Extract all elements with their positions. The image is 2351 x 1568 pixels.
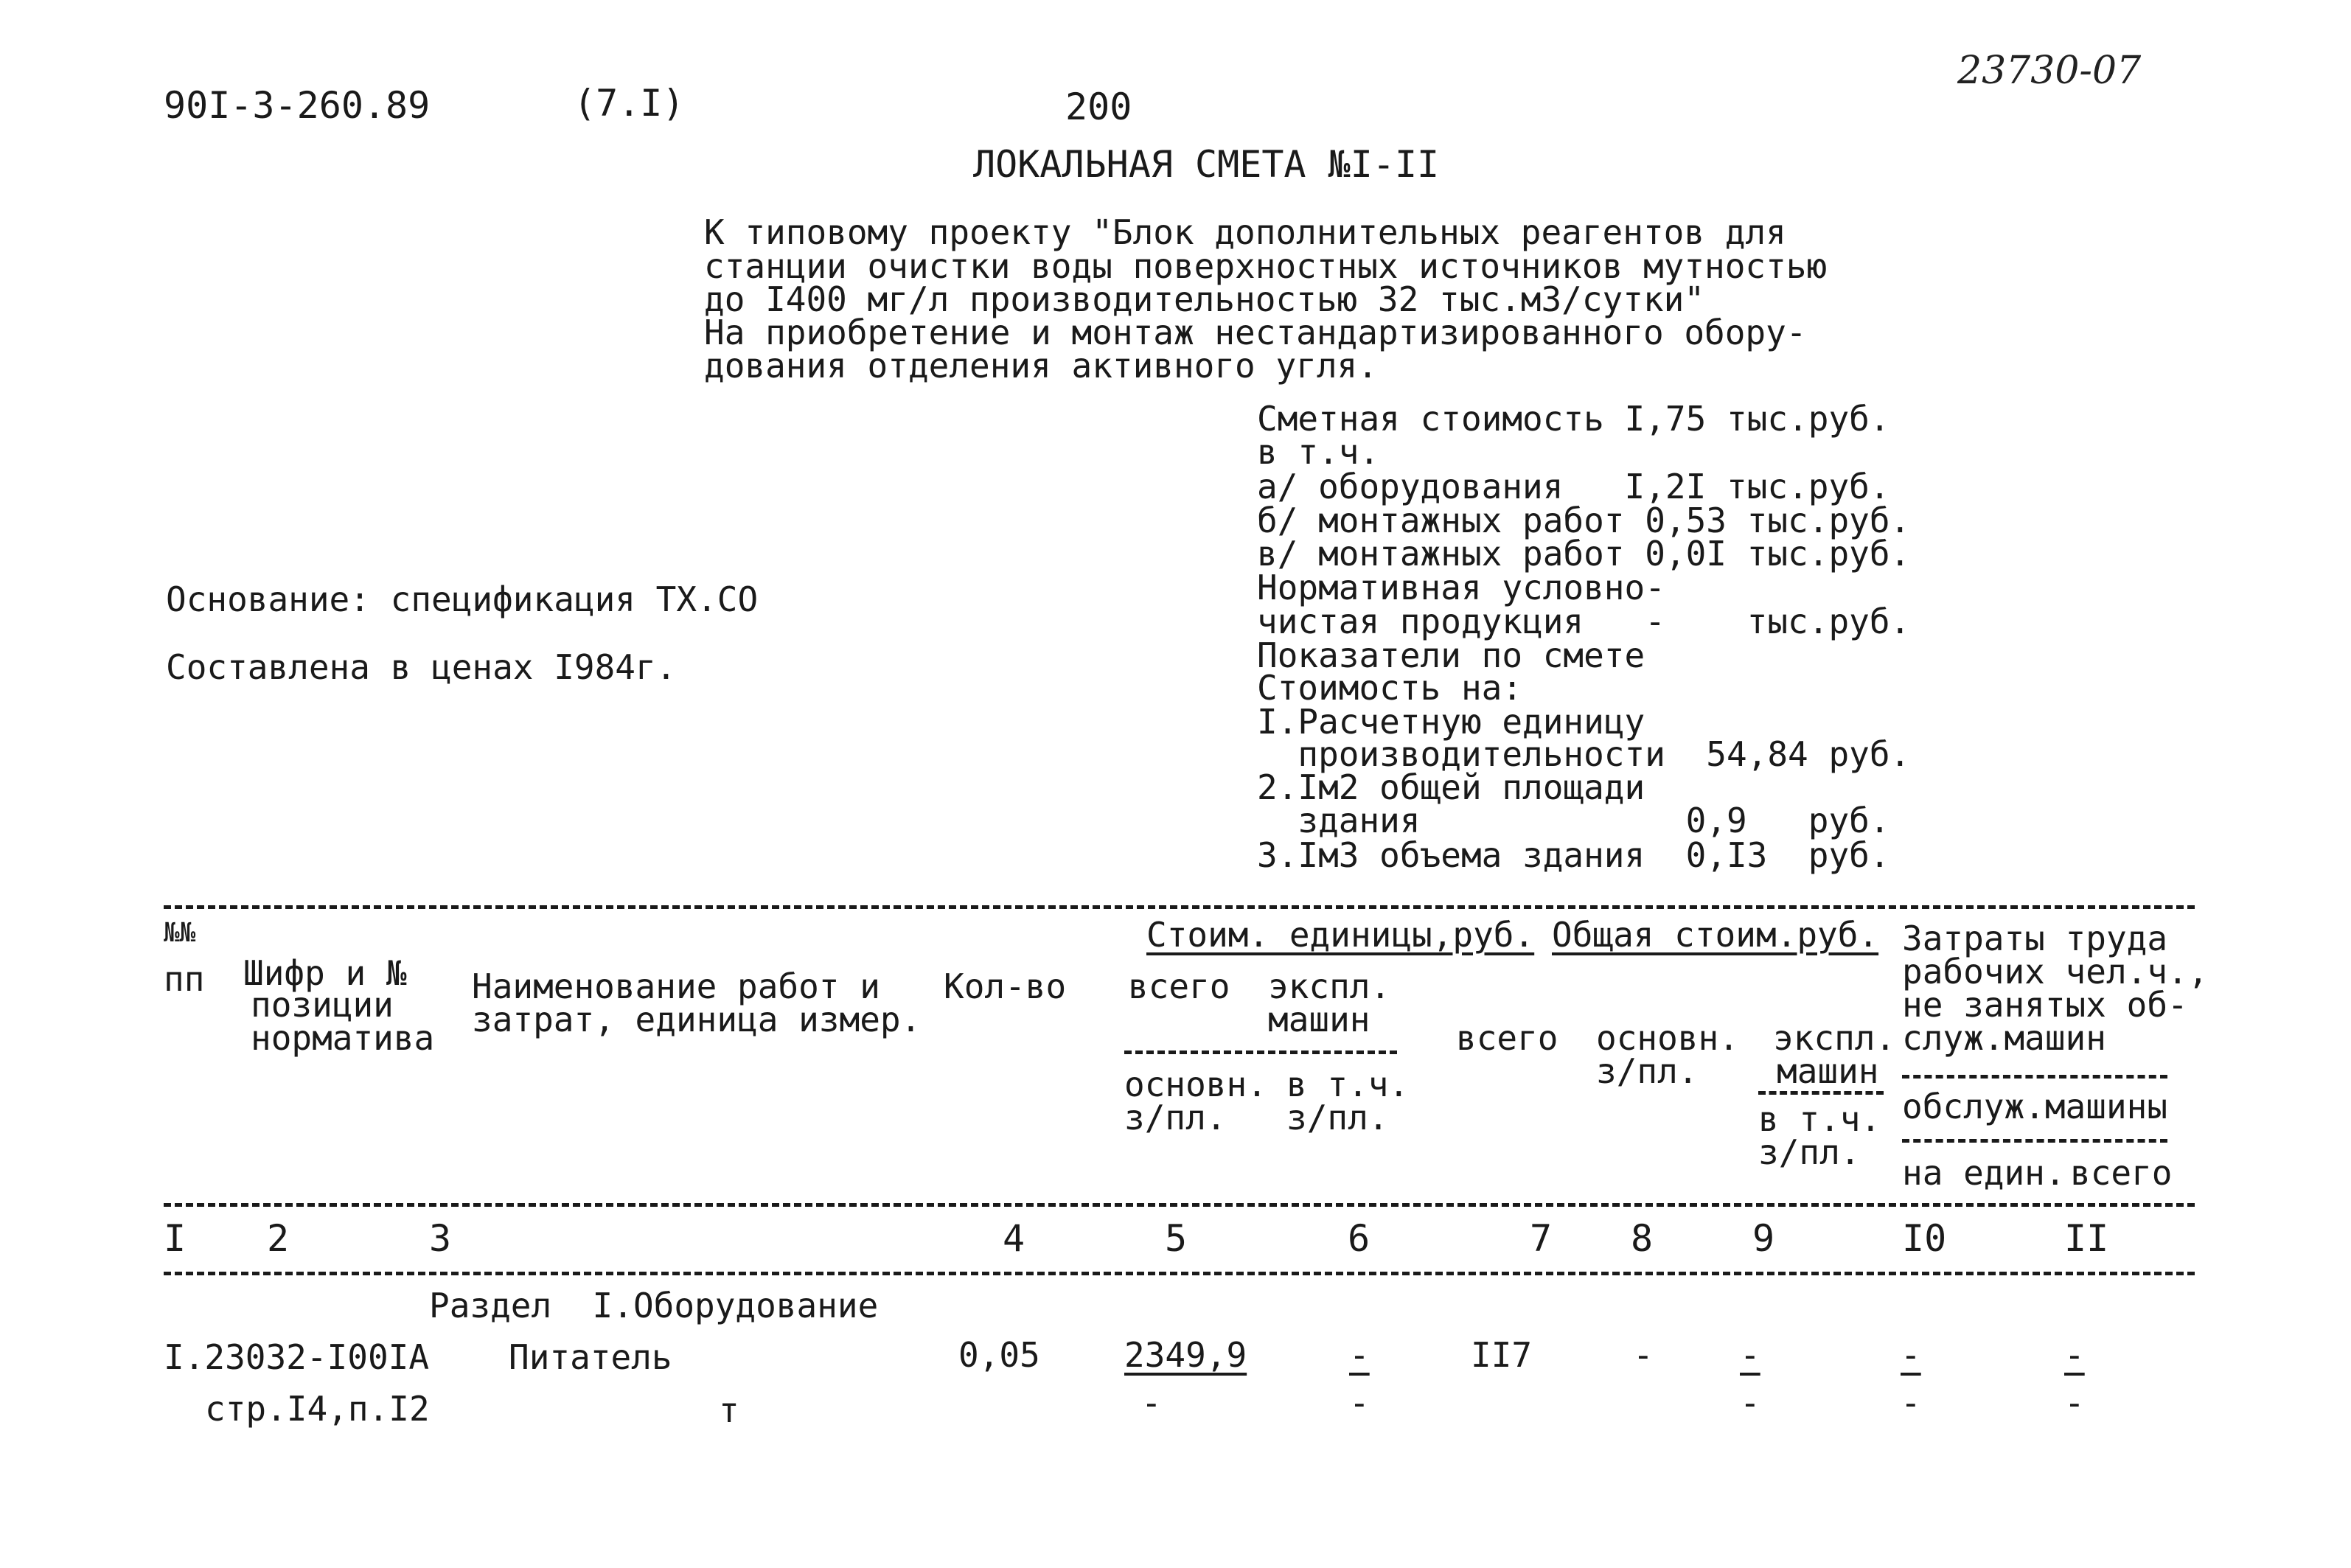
column-number: 7	[1530, 1217, 1553, 1260]
column-numbers-bottom-rule	[164, 1272, 2195, 1275]
row-unit-base-wage: -	[1141, 1383, 1162, 1423]
cost-line: 3.Iм3 объема здания 0,I3 руб.	[1257, 835, 1890, 875]
row-total: II7	[1471, 1335, 1533, 1375]
header-unit-machines: машин	[1268, 1000, 1370, 1039]
column-number: 4	[1003, 1217, 1025, 1260]
row-code-ref: стр.I4,п.I2	[205, 1389, 430, 1429]
cost-line: в/ монтажных работ 0,0I тыс.руб.	[1257, 534, 1911, 574]
description-line: дования отделения активного угля.	[704, 346, 1378, 386]
row-total-incl-wage: -	[1740, 1383, 1760, 1423]
row-labor-total-2: -	[2064, 1383, 2085, 1423]
description-line: до I400 мг/л производительностью 32 тыс.м3/сутки"	[704, 279, 1705, 319]
cost-line: чистая продукция - тыс.руб.	[1257, 602, 1911, 641]
description-line: станции очистки воды поверхностных источников мутностью	[704, 246, 1828, 286]
header-labor-group: Затраты труда	[1902, 919, 2168, 958]
header-name: затрат, единица измер.	[472, 1000, 922, 1039]
header-code: норматива	[251, 1018, 435, 1058]
header-total-cost-group: Общая стоим.руб.	[1552, 915, 1879, 955]
header-labor-machines: обслуж.машины	[1902, 1087, 2168, 1126]
header-qty: Кол-во	[944, 966, 1067, 1006]
header-labor-per-unit: на един.	[1902, 1153, 2066, 1193]
row-unit-total: 2349,9	[1124, 1335, 1247, 1375]
header-total-machines: машин	[1777, 1051, 1879, 1091]
column-number: I0	[1902, 1217, 1947, 1260]
cost-line: здания 0,9 руб.	[1257, 801, 1890, 840]
document-code: 90I-3-260.89	[164, 84, 431, 127]
header-unit-base-wage: з/пл.	[1124, 1098, 1227, 1137]
cost-line: Нормативная условно-	[1257, 568, 1665, 607]
cost-line: б/ монтажных работ 0,53 тыс.руб.	[1257, 501, 1911, 540]
cost-line: 2.Iм2 общей площади	[1257, 767, 1645, 807]
header-total-base-wage: основн.	[1596, 1018, 1739, 1058]
column-number: 2	[267, 1217, 290, 1260]
cost-line: Стоимость на:	[1257, 668, 1523, 708]
header-unit-base-wage: основн.	[1124, 1065, 1267, 1104]
row-unit-incl-wage: -	[1349, 1383, 1370, 1423]
header-labor-group: не занятых об-	[1902, 985, 2188, 1025]
header-unit-incl-wage: з/пл.	[1286, 1098, 1389, 1137]
column-number: 5	[1165, 1217, 1188, 1260]
cost-line: Показатели по смете	[1257, 635, 1645, 675]
description-line: К типовому проекту "Блок дополнительных реагентов для	[704, 212, 1786, 252]
header-labor-group: рабочих чел.ч.,	[1902, 952, 2209, 992]
header-unit-cost-group: Стоим. единицы,руб.	[1146, 915, 1535, 955]
header-total-incl-wage: в т.ч.	[1758, 1099, 1881, 1139]
section-title: Раздел I.Оборудование	[429, 1286, 879, 1325]
row-total-machines: -	[1740, 1335, 1760, 1375]
header-unit-machines: экспл.	[1268, 966, 1391, 1006]
basis-text: Основание: спецификация ТХ.СО	[166, 579, 759, 619]
row-unit-machines: -	[1349, 1335, 1370, 1375]
row-name: Питатель	[509, 1337, 672, 1377]
header-total-base-wage: з/пл.	[1596, 1051, 1699, 1091]
cost-line: производительности 54,84 руб.	[1257, 734, 1911, 774]
column-number: 8	[1631, 1217, 1654, 1260]
header-labor-group: служ.машин	[1902, 1018, 2106, 1058]
column-number: 3	[429, 1217, 452, 1260]
cost-line: в т.ч.	[1257, 432, 1380, 472]
document-part: (7.I)	[574, 82, 685, 125]
table-top-rule	[164, 905, 2195, 909]
header-unit-incl-wage: в т.ч.	[1286, 1065, 1410, 1104]
header-num: №№	[164, 918, 196, 948]
header-rule	[1124, 1050, 1397, 1054]
header-unit-total: всего	[1128, 966, 1230, 1006]
row-labor-total: -	[2064, 1335, 2085, 1375]
header-code: позиции	[251, 985, 394, 1025]
page-number: 200	[1065, 86, 1132, 128]
column-number: II	[2064, 1217, 2109, 1260]
row-labor-per-unit-2: -	[1901, 1383, 1921, 1423]
row-qty: 0,05	[958, 1335, 1040, 1375]
header-rule	[1902, 1139, 2167, 1143]
header-num: пп	[164, 959, 205, 999]
row-total-base-wage: -	[1633, 1335, 1654, 1375]
cost-line: Сметная стоимость I,75 тыс.руб.	[1257, 399, 1890, 439]
description-line: На приобретение и монтаж нестандартизированного обору-	[704, 313, 1807, 352]
row-unit: т	[719, 1390, 739, 1430]
column-number: 9	[1752, 1217, 1775, 1260]
row-labor-per-unit: -	[1901, 1335, 1921, 1375]
header-labor-total: всего	[2070, 1153, 2173, 1193]
header-total-total: всего	[1456, 1018, 1558, 1058]
column-number: 6	[1348, 1217, 1370, 1260]
prices-text: Составлена в ценах I984г.	[166, 647, 677, 687]
column-number: I	[164, 1217, 187, 1260]
header-total-machines: экспл.	[1773, 1018, 1896, 1058]
cost-line: а/ оборудования I,2I тыс.руб.	[1257, 467, 1890, 506]
page-title: ЛОКАЛЬНАЯ СМЕТА №I-II	[973, 143, 1440, 186]
row-code: I.23032-I00IA	[164, 1337, 430, 1377]
handwritten-number: 23730-07	[1957, 49, 2142, 93]
column-numbers-top-rule	[164, 1203, 2195, 1207]
header-name: Наименование работ и	[472, 966, 880, 1006]
header-rule	[1758, 1091, 1884, 1095]
header-rule	[1902, 1075, 2167, 1079]
cost-line: I.Расчетную единицу	[1257, 702, 1645, 742]
header-total-incl-wage: з/пл.	[1758, 1132, 1861, 1172]
header-code: Шифр и №	[243, 953, 407, 993]
